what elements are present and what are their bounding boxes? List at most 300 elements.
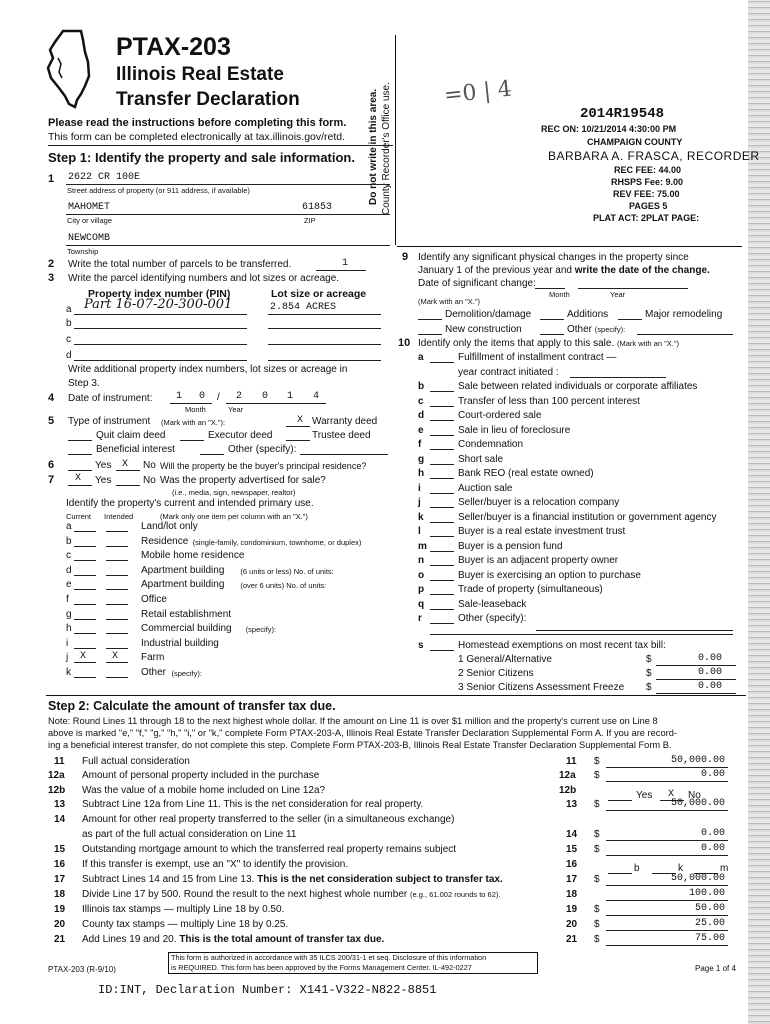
line-number: 10 (398, 337, 411, 349)
current-use-blank[interactable] (74, 604, 96, 605)
recorder-plat-act: PLAT ACT: 2PLAT PAGE: (593, 213, 700, 223)
amount-blank[interactable] (606, 781, 728, 782)
use-j-label: Farm (141, 652, 165, 664)
yes-label: Yes (95, 460, 112, 471)
line-number: 16 (54, 859, 66, 870)
amount-blank[interactable] (606, 840, 728, 841)
dollar-sign: $ (594, 874, 600, 885)
tax-line-text: If this transfer is exempt, use an "X" to identify the provision. (82, 859, 349, 870)
recorder-rhsps-fee: RHSPS Fee: 9.00 (611, 177, 684, 187)
exemption-general-amount[interactable]: 0.00 (698, 653, 723, 664)
row-letter: m (418, 540, 427, 552)
step2-note2: above is marked "e," "f," "g," "h," "i," or "k," complete Form PTAX-203-A, Illinois Real Estate Transfer Declaration Supplemental Form A. If you are record- (48, 728, 677, 738)
row-letter: i (66, 637, 69, 649)
month-digit1[interactable]: 1 (176, 391, 183, 402)
tax-line-text: Outstanding mortgage amount to which the transferred real property remains subject (82, 844, 457, 855)
amount-blank[interactable] (606, 900, 728, 901)
row-letter: o (418, 569, 425, 581)
step2-note: Note: Round Lines 11 through 18 to the next highest whole dollar. If the amount on Line 11 is over $1 million and the property's current use on Line 8 (48, 716, 658, 726)
current-use-blank[interactable] (74, 619, 96, 620)
line-ref: 11 (566, 756, 577, 767)
form-revision: PTAX-203 (R-9/10) (48, 965, 116, 974)
step2-heading: Step 2: Calculate the amount of transfer tax due. (48, 699, 336, 713)
additions-label: Additions (567, 309, 609, 320)
line-number: 20 (54, 919, 66, 930)
exemption-freeze: 3 Senior Citizens Assessment Freeze (458, 682, 625, 693)
item-blank[interactable] (430, 406, 454, 407)
pin-header: Property index number (PIN) (88, 288, 231, 300)
city-caption: City or village (67, 216, 113, 225)
item-blank[interactable] (430, 594, 454, 595)
line-number: 19 (54, 904, 66, 915)
tax-line-label (82, 934, 384, 945)
no-label: No (143, 460, 156, 471)
office-use-divider (395, 35, 396, 245)
amount-value[interactable]: 50,000.00 (671, 798, 726, 809)
dollar-sign: $ (646, 668, 652, 679)
intended-use-blank[interactable] (106, 662, 128, 663)
current-use-blank[interactable] (74, 648, 96, 649)
other-change-label: Other (567, 324, 593, 335)
tax-line-text: Full actual consideration (82, 756, 190, 767)
sale-item-g: Short sale (458, 453, 504, 465)
township-caption: Township (67, 247, 99, 256)
section-divider (397, 246, 742, 247)
mark-one-hint: (Mark only one item per column with an "X.") (160, 512, 308, 521)
year-caption: Year (228, 405, 244, 414)
other-specify-blank[interactable] (536, 630, 733, 631)
sale-item-l: Buyer is a real estate investment trust (458, 526, 626, 537)
amount-blank[interactable] (606, 915, 728, 916)
use-hint: (specify): (245, 625, 277, 635)
use-k-label: Other (141, 667, 167, 678)
tax-line-label (82, 770, 319, 781)
use-b-label: Residence (141, 535, 189, 547)
dollar-sign: $ (594, 829, 600, 840)
intended-use-blank[interactable] (106, 531, 128, 532)
sale-item-o: Buyer is exercising an option to purchase (458, 569, 641, 581)
sale-item-p: Trade of property (simultaneous) (458, 584, 603, 595)
parcel-id-label: Write the parcel identifying numbers and lot sizes or acreage. (68, 273, 340, 284)
dollar-sign: $ (646, 682, 652, 693)
office-use-label2: County Recorder's Office use. (381, 82, 392, 215)
row-letter: a (66, 521, 72, 532)
exemption-senior-amount[interactable]: 0.00 (698, 667, 723, 678)
handwritten-mark: =0 | 4 (442, 76, 513, 109)
row-letter: j (66, 652, 69, 664)
tax-line-label (82, 859, 348, 870)
line-number: 11 (54, 756, 65, 767)
item-blank[interactable] (430, 420, 454, 421)
sale-item-c: Transfer of less than 100 percent interest (458, 395, 640, 407)
intended-use-blank[interactable] (106, 575, 128, 576)
sale-item-k: Seller/buyer is a financial institution or government agency (458, 511, 717, 523)
parcels-count[interactable]: 1 (342, 258, 349, 269)
dollar-sign: $ (594, 904, 600, 915)
page-number: Page 1 of 4 (695, 964, 736, 973)
recorder-county: CHAMPAIGN COUNTY (587, 137, 683, 147)
sale-item-i: Auction sale (458, 482, 513, 494)
line-ref: 19 (566, 904, 578, 915)
dollar-sign: $ (594, 934, 600, 945)
current-use-blank[interactable] (74, 662, 96, 663)
line-ref: 16 (566, 859, 578, 870)
row-letter: c (66, 334, 71, 345)
warranty-deed-mark[interactable]: X (297, 415, 304, 426)
row-letter: d (418, 410, 425, 421)
row-letter: h (66, 623, 72, 635)
sale-item-h: Bank REO (real estate owned) (458, 468, 594, 479)
sale-item-f: Condemnation (458, 439, 524, 450)
line-number: 21 (54, 934, 66, 945)
row-letter: k (418, 511, 424, 523)
tax-line-text: Subtract Lines 14 and 15 from Line 13. (82, 874, 255, 885)
intended-use-blank[interactable] (106, 648, 128, 649)
use-hint: (specify): (171, 669, 202, 678)
recorder-rec-fee: REC FEE: 44.00 (614, 165, 682, 175)
use-h-label: Commercial building (141, 623, 232, 635)
sale-item-e: Sale in lieu of foreclosure (458, 424, 571, 436)
advertised-yes-mark[interactable]: X (75, 473, 82, 484)
line-number: 4 (48, 392, 55, 404)
tax-line-label (82, 919, 288, 930)
sale-item-r: Other (specify): (458, 613, 527, 624)
tax-line-hint: (e.g., 61.002 rounds to 62). (410, 890, 501, 899)
tax-line-text: Amount for other real property transferred to the seller (in a simultaneous exchange) (82, 814, 455, 825)
major-remodel-label: Major remodeling (645, 309, 723, 320)
current-use-blank[interactable] (74, 589, 96, 590)
changes-text2: January 1 of the previous year and (418, 265, 572, 276)
item-blank[interactable] (430, 522, 454, 523)
line-number: 18 (54, 889, 66, 900)
sale-item-b: Sale between related individuals or corporate affiliates (458, 381, 698, 392)
item-blank[interactable] (430, 449, 454, 450)
township-field[interactable]: NEWCOMB (68, 233, 111, 244)
residence-no-mark[interactable]: X (122, 459, 129, 470)
exemption-general: 1 General/Alternative (458, 654, 552, 665)
sale-item-n: Buyer is an adjacent property owner (458, 555, 619, 566)
line-ref: 13 (566, 799, 578, 810)
declaration-id: ID:INT, Declaration Number: X141-V322-N822-8851 (98, 983, 437, 997)
row-letter: d (66, 564, 72, 576)
amount-blank[interactable] (606, 767, 728, 768)
row-letter: n (418, 555, 425, 566)
line-number: 3 (48, 272, 55, 284)
tax-line-label (82, 904, 284, 915)
item-blank[interactable] (430, 580, 454, 581)
tax-line-text: Subtract Line 12a from Line 11. This is the net consideration for real property. (82, 799, 424, 810)
recorder-doc-number: 2014R19548 (580, 106, 665, 122)
item-blank[interactable] (430, 478, 454, 479)
contract-year-blank[interactable] (570, 377, 666, 378)
item-blank[interactable] (430, 565, 454, 566)
step2-divider (46, 695, 746, 696)
tax-line-text: Amount of personal property included in the purchase (82, 770, 320, 781)
line-ref: 20 (566, 919, 578, 930)
row-letter: k (66, 667, 71, 678)
item-blank[interactable] (430, 435, 454, 436)
executor-deed-label: Executor deed (208, 430, 273, 441)
item-blank[interactable] (430, 362, 454, 363)
mark-x-hint: (Mark with an "X.") (418, 297, 481, 306)
row-letter: g (418, 453, 425, 465)
primary-use-label: Identify the property's current and intended primary use. (66, 498, 314, 509)
tax-line-bold: This is the net consideration subject to transfer tax. (257, 874, 503, 885)
intended-use-blank[interactable] (106, 589, 128, 590)
intended-use-blank[interactable] (106, 546, 128, 547)
item-blank[interactable] (430, 609, 454, 610)
amount-value[interactable]: 50,000.00 (671, 873, 726, 884)
current-use-blank[interactable] (74, 546, 96, 547)
row-letter: f (418, 439, 422, 450)
item-blank[interactable] (430, 507, 454, 508)
electronic-note: This form can be completed electronically at tax.illinois.gov/retd. (48, 131, 346, 143)
row-letter: l (418, 526, 421, 537)
tax-line-text: as part of the full actual consideration on Line 11 (82, 829, 297, 840)
tax-line-text: County tax stamps — multiply Line 18 by 0.25. (82, 919, 289, 930)
additional-pins-note2: Step 3. (68, 378, 100, 389)
current-use-blank[interactable] (74, 560, 96, 561)
intended-use-blank[interactable] (106, 619, 128, 620)
homestead-label: Homestead exemptions on most recent tax bill: (458, 640, 666, 651)
intended-use-blank[interactable] (106, 677, 128, 678)
tax-line-text: Add Lines 19 and 20. (82, 934, 177, 945)
step1-heading: Step 1: Identify the property and sale information. (48, 150, 355, 165)
recorder-rev-fee: REV FEE: 75.00 (613, 189, 680, 199)
year-digit2[interactable]: 0 (262, 391, 269, 402)
amount-value[interactable]: 0.00 (701, 828, 726, 839)
new-construction-label: New construction (445, 324, 522, 335)
intended-use-mark[interactable]: X (112, 651, 119, 663)
line-ref: 12a (559, 770, 576, 781)
mark-x-hint: (Mark with an "X.") (617, 339, 680, 348)
form-title-line1: Illinois Real Estate (116, 64, 284, 85)
recorder-name: BARBARA A. FRASCA, RECORDER (548, 149, 760, 163)
tax-line-text: Illinois tax stamps — multiply Line 18 by 0.50. (82, 904, 285, 915)
exempt-b-label: b (634, 863, 640, 874)
line-number: 12a (48, 770, 65, 781)
dollar-sign: $ (594, 844, 600, 855)
amount-value[interactable]: 50.00 (695, 903, 726, 914)
row-letter: i (418, 482, 421, 494)
row-letter: q (418, 598, 425, 610)
use-hint: (6 units or less) No. of units: (240, 566, 334, 576)
city-field[interactable]: MAHOMET (68, 202, 111, 213)
amount-blank[interactable] (606, 855, 728, 856)
dollar-sign: $ (594, 756, 600, 767)
use-a-label: Land/lot only (141, 521, 198, 532)
row-letter: a (418, 352, 424, 363)
mobile-home-no-mark[interactable]: X (668, 789, 675, 800)
specify-hint: (specify): (594, 325, 626, 334)
recorder-rec-on: REC ON: 10/21/2014 4:30:00 PM (541, 124, 677, 134)
month-caption: Month (185, 405, 206, 414)
zip-caption: ZIP (304, 216, 316, 225)
warranty-deed-label: Warranty deed (312, 416, 378, 427)
use-c-label: Mobile home residence (141, 550, 245, 562)
trustee-deed-label: Trustee deed (312, 430, 371, 441)
instruction-text: Please read the instructions before completing this form. (48, 117, 347, 129)
year-digit1[interactable]: 2 (236, 391, 243, 402)
amount-blank[interactable] (606, 885, 728, 886)
use-hint: (over 6 units) No. of units: (240, 581, 327, 591)
item-blank[interactable] (430, 391, 454, 392)
exempt-m-label: m (720, 863, 729, 874)
row-letter: c (66, 550, 71, 562)
no-label: No (688, 790, 701, 801)
dollar-sign: $ (646, 654, 652, 665)
line-ref: 21 (566, 934, 578, 945)
tax-line-label (82, 785, 325, 796)
use-i-label: Industrial building (141, 637, 219, 649)
amount-value[interactable]: 25.00 (695, 918, 726, 929)
use-hint: (single-family, condominium, townhome, or duplex) (192, 537, 362, 547)
row-letter: c (418, 395, 424, 407)
row-letter: h (418, 468, 425, 479)
amount-blank[interactable] (606, 810, 728, 811)
amount-value[interactable]: 0.00 (701, 843, 726, 854)
tax-line-label (82, 874, 503, 885)
form-title-line2: Transfer Declaration (116, 89, 300, 110)
exempt-k-label: k (678, 863, 683, 874)
no-label: No (143, 475, 156, 486)
line-number: 6 (48, 459, 55, 471)
row-letter: e (418, 424, 424, 436)
date-slash: / (217, 392, 220, 403)
contract-year-label: year contract initiated : (458, 366, 559, 378)
illinois-state-icon (45, 28, 95, 110)
current-use-blank[interactable] (74, 575, 96, 576)
current-use-blank[interactable] (74, 531, 96, 532)
month-digit2[interactable]: 0 (199, 391, 206, 402)
yes-label: Yes (636, 790, 653, 801)
row-letter: r (418, 613, 422, 624)
changes-text: Identify any significant physical changes in the property since (418, 252, 689, 263)
pin-a-field[interactable]: Part 16-07-20-300-001 (84, 297, 233, 312)
quit-claim-label: Quit claim deed (96, 430, 166, 441)
line-ref: 15 (566, 844, 578, 855)
office-use-label: Do not write in this area. (368, 88, 379, 205)
exemption-senior: 2 Senior Citizens (458, 668, 534, 679)
amount-blank[interactable] (606, 945, 728, 946)
amount-value[interactable]: 0.00 (701, 769, 726, 780)
street-address-field[interactable]: 2622 CR 100E (68, 172, 141, 183)
principal-residence-question: Will the property be the buyer's principal residence? (160, 461, 367, 471)
tax-line-label (82, 889, 500, 900)
tax-line-text: Was the value of a mobile home included on Line 12a? (82, 785, 326, 796)
additional-pins-note: Write additional property index numbers, lot sizes or acreage in (68, 364, 348, 375)
row-letter: b (66, 535, 72, 547)
item-blank[interactable] (430, 493, 454, 494)
sale-item-j: Seller/buyer is a relocation company (458, 497, 620, 508)
lot-a-field[interactable]: 2.854 ACRES (270, 302, 337, 313)
advertised-hint: (i.e., media, sign, newspaper, realtor) (172, 488, 296, 497)
line-number: 2 (48, 258, 55, 270)
tax-line-label (82, 799, 423, 810)
amount-value[interactable]: 75.00 (695, 933, 726, 944)
change-date-label: Date of significant change: (418, 278, 536, 289)
item-blank[interactable] (430, 551, 454, 552)
amount-blank[interactable] (606, 930, 728, 931)
tax-line-label (82, 814, 454, 825)
year-digit4[interactable]: 4 (313, 391, 320, 402)
year-caption: Year (610, 290, 626, 299)
dollar-sign: $ (594, 919, 600, 930)
line-ref: 14 (566, 829, 578, 840)
amount-value[interactable]: 50,000.00 (671, 755, 726, 766)
row-letter: f (66, 594, 69, 605)
instrument-type-label: Type of instrument (68, 416, 151, 427)
mark-x-hint: (Mark with an "X."): (161, 418, 226, 427)
sale-item-d: Court-ordered sale (458, 410, 542, 421)
advertised-question: Was the property advertised for sale? (160, 475, 326, 486)
changes-text-bold: write the date of the change. (574, 265, 710, 276)
line-number: 14 (54, 814, 66, 825)
use-f-label: Office (141, 594, 167, 605)
authorization-text: This form is authorized in accordance with 35 ILCS 200/31-1 et seq. Disclosure of this information (171, 953, 487, 962)
row-letter: a (66, 304, 72, 315)
line-number: 5 (48, 415, 55, 427)
intended-use-blank[interactable] (106, 604, 128, 605)
sale-item-m: Buyer is a pension fund (458, 540, 563, 552)
dollar-sign: $ (594, 799, 600, 810)
line-number: 12b (48, 785, 66, 796)
use-d-label: Apartment building (141, 564, 225, 576)
line-number: 1 (48, 173, 55, 185)
row-letter: e (66, 579, 72, 591)
item-blank[interactable] (430, 464, 454, 465)
line-ref: 17 (566, 874, 578, 885)
item-blank[interactable] (430, 536, 454, 537)
parcels-label: Write the total number of parcels to be transferred. (68, 259, 292, 270)
sale-item-q: Sale-leaseback (458, 598, 527, 610)
item-blank[interactable] (430, 623, 454, 624)
amount-value[interactable]: 100.00 (689, 888, 726, 899)
year-digit3[interactable]: 1 (287, 391, 294, 402)
exemption-freeze-amount[interactable]: 0.00 (698, 681, 723, 692)
dollar-sign: $ (594, 770, 600, 781)
row-letter: j (418, 497, 421, 508)
date-instrument-label: Date of instrument: (68, 393, 153, 404)
current-use-blank[interactable] (74, 633, 96, 634)
line-number: 15 (54, 844, 66, 855)
line-ref: 18 (566, 889, 578, 900)
tax-line-label (82, 756, 190, 767)
items-apply-label: Identify only the items that apply to this sale. (418, 338, 615, 349)
intended-col-header: Intended (104, 512, 134, 521)
form-id: PTAX-203 (116, 33, 231, 61)
tax-line-text: Divide Line 17 by 500. Round the result to the next highest whole number (82, 889, 408, 900)
line-number: 7 (48, 474, 55, 486)
line-number: 17 (54, 874, 66, 885)
other-instrument-label: Other (specify): (228, 444, 297, 455)
current-use-blank[interactable] (74, 677, 96, 678)
recorder-pages: PAGES 5 (629, 201, 668, 211)
row-letter: d (66, 350, 72, 361)
current-use-mark[interactable]: X (80, 651, 87, 663)
lot-header: Lot size or acreage (271, 288, 367, 300)
use-g-label: Retail establishment (141, 608, 232, 620)
zip-field[interactable]: 61853 (302, 202, 333, 213)
current-col-header: Current (66, 512, 92, 521)
line-number: 9 (402, 251, 409, 263)
intended-use-blank[interactable] (106, 560, 128, 561)
step2-note3: ing a beneficial interest transfer, do not complete this step. Complete Form PTAX-203-B, Illinois Real Estate Transfer Declaration Supplemental Form B. (48, 740, 672, 750)
sale-item-a: Fulfillment of installment contract — (458, 352, 617, 363)
row-letter: g (66, 608, 72, 620)
row-letter: b (418, 381, 425, 392)
intended-use-blank[interactable] (106, 633, 128, 634)
